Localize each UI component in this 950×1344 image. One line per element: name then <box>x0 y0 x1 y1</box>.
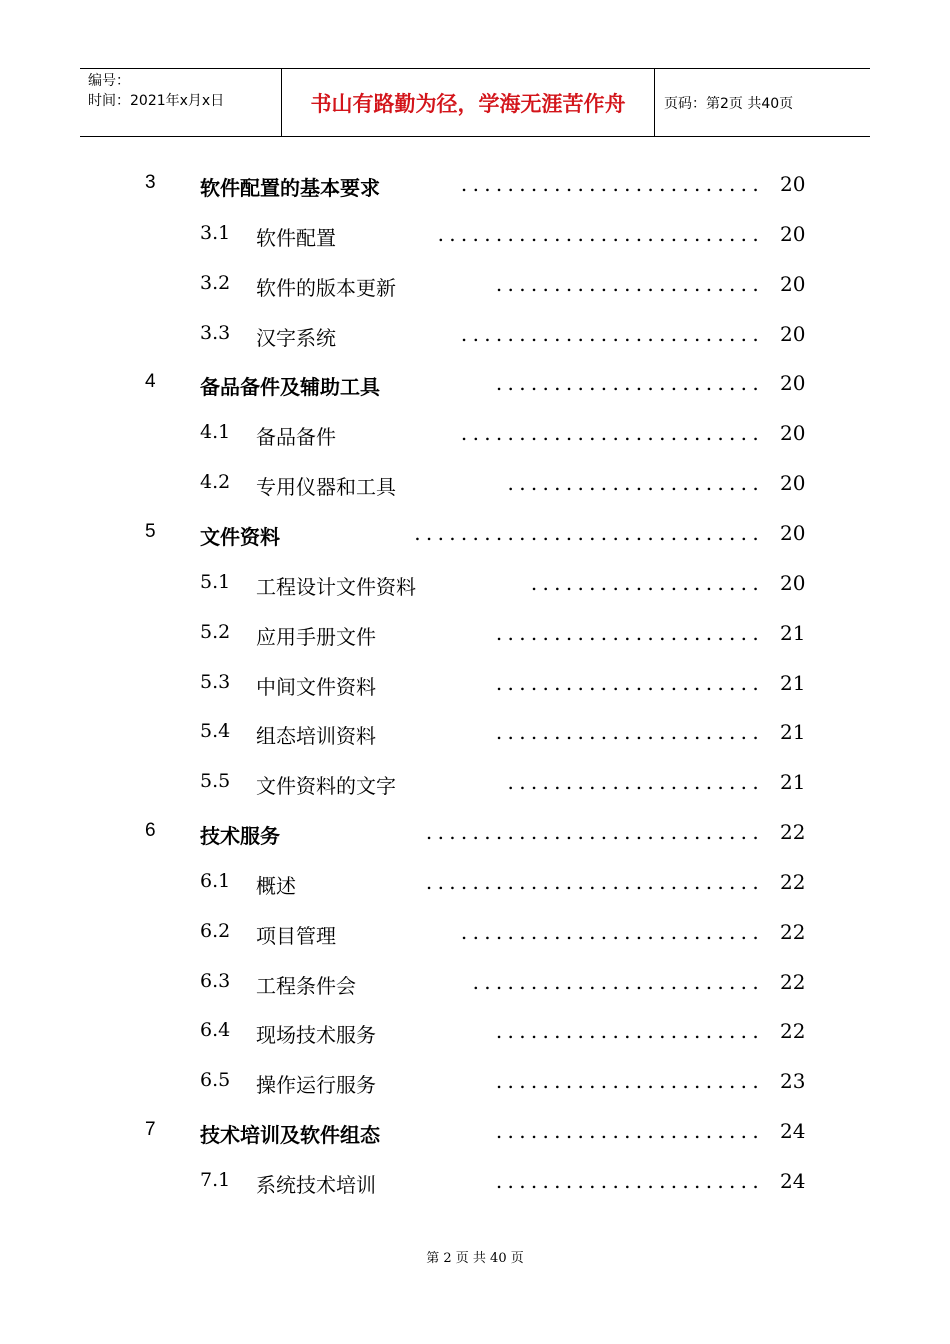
toc-entry-number: 6.5 <box>200 1069 231 1092</box>
page-header <box>80 68 870 137</box>
toc-entry-page: 20 <box>780 421 806 446</box>
toc-entry-number: 7.1 <box>200 1169 231 1191</box>
toc-leader-dots: .............................. <box>414 520 764 545</box>
toc-leader-dots: .......................... <box>460 321 764 346</box>
toc-leader-dots: ............................ <box>437 221 764 246</box>
toc-entry-title: 备品备件及辅助工具 <box>200 375 380 400</box>
toc-entry-number: 4.1 <box>200 421 231 444</box>
toc-entry-number: 6 <box>145 820 156 842</box>
toc-entry-number: 3.2 <box>200 271 231 294</box>
toc-entry-number: 5.5 <box>200 770 231 793</box>
toc-entry-title: 工程条件会 <box>256 973 356 998</box>
toc-entry-number: 5.1 <box>200 570 231 593</box>
toc-entry[interactable] <box>0 609 950 659</box>
toc-leader-dots: .................... <box>530 570 764 595</box>
toc-leader-dots: ......................... <box>472 969 764 994</box>
toc-entry-title: 现场技术服务 <box>256 1023 376 1048</box>
toc-leader-dots: ....................... <box>495 720 764 745</box>
toc-entry-page: 20 <box>780 221 806 246</box>
toc-entry-title: 汉字系统 <box>256 325 336 350</box>
toc-entry[interactable] <box>0 659 950 709</box>
toc-entry[interactable] <box>0 1007 950 1057</box>
page-footer: 第 2 页 共 40 页 <box>426 1251 524 1266</box>
toc-entry-title: 操作运行服务 <box>256 1073 376 1098</box>
toc-entry[interactable] <box>0 409 950 459</box>
toc-leader-dots: ............................. <box>425 820 764 845</box>
toc-entry-number: 5 <box>145 520 156 542</box>
toc-entry-title: 系统技术培训 <box>256 1173 376 1197</box>
toc-entry[interactable] <box>0 260 950 310</box>
toc-entry-page: 22 <box>780 820 806 845</box>
toc-entry[interactable] <box>0 708 950 758</box>
toc-entry[interactable] <box>0 310 950 360</box>
toc-entry[interactable] <box>0 1107 950 1157</box>
toc-entry-title: 软件配置 <box>256 225 336 250</box>
toc-entry-title: 文件资料 <box>200 524 280 549</box>
toc-entry-title: 技术培训及软件组态 <box>200 1123 380 1148</box>
toc-entry[interactable] <box>0 1057 950 1107</box>
toc-entry[interactable] <box>0 509 950 559</box>
toc-leader-dots: .......................... <box>460 172 764 196</box>
toc-leader-dots: ............................. <box>425 869 764 894</box>
toc-leader-dots: ...................... <box>507 471 764 496</box>
toc-leader-dots: ....................... <box>495 1169 764 1193</box>
toc-entry[interactable] <box>0 160 950 210</box>
toc-entry-title: 软件配置的基本要求 <box>200 176 380 200</box>
toc-leader-dots: ....................... <box>495 620 764 645</box>
toc-leader-dots: .......................... <box>460 919 764 944</box>
header-meta <box>88 71 283 111</box>
toc-entry-number: 5.2 <box>200 620 231 643</box>
toc-leader-dots: ....................... <box>495 371 764 396</box>
toc-entry-title: 文件资料的文字 <box>256 774 396 799</box>
toc-entry-title: 项目管理 <box>256 923 336 948</box>
toc-entry-number: 4 <box>145 371 156 393</box>
toc-entry-page: 21 <box>780 620 806 645</box>
toc-entry-page: 20 <box>780 321 806 346</box>
toc-entry-title: 应用手册文件 <box>256 624 376 649</box>
toc-leader-dots: ....................... <box>495 1119 764 1144</box>
toc-entry-number: 5.3 <box>200 670 231 693</box>
toc-entry[interactable] <box>0 559 950 609</box>
toc-entry-page: 23 <box>780 1069 806 1094</box>
toc-entry-number: 7 <box>145 1119 156 1141</box>
toc-entry-title: 中间文件资料 <box>256 674 376 699</box>
toc-entry-title: 软件的版本更新 <box>256 275 396 300</box>
header-page-label: 页码：第2页 共40页 <box>664 95 794 112</box>
toc-entry[interactable] <box>0 758 950 808</box>
toc-entry[interactable] <box>0 958 950 1008</box>
toc-entry-number: 6.4 <box>200 1019 231 1042</box>
toc-leader-dots: ...................... <box>507 770 764 795</box>
toc-entry-page: 22 <box>780 969 806 994</box>
toc-entry-number: 6.1 <box>200 869 231 892</box>
toc-entry-page: 20 <box>780 520 806 545</box>
toc-entry-title: 备品备件 <box>256 425 336 450</box>
toc-entry-page: 22 <box>780 1019 806 1044</box>
time-label: 时间：2021年x月x日 <box>88 93 225 109</box>
toc-entry[interactable] <box>0 908 950 958</box>
toc-entry-number: 3.3 <box>200 321 231 344</box>
toc-entry-number: 6.3 <box>200 969 231 992</box>
toc-leader-dots: ....................... <box>495 670 764 695</box>
toc-entry-page: 20 <box>780 371 806 396</box>
toc-entry-number: 5.4 <box>200 720 231 743</box>
toc-leader-dots: ....................... <box>495 271 764 296</box>
toc-entry-page: 20 <box>780 172 806 196</box>
header-motto: 书山有路勤为径，学海无涯苦作舟 <box>310 91 626 116</box>
toc-entry-title: 概述 <box>256 873 296 898</box>
toc-entry-page: 21 <box>780 770 806 795</box>
toc-entry[interactable] <box>0 808 950 858</box>
toc-entry-page: 21 <box>780 670 806 695</box>
toc-entry-page: 24 <box>780 1119 806 1144</box>
toc-entry-number: 4.2 <box>200 471 231 494</box>
toc-entry-page: 21 <box>780 720 806 745</box>
toc-entry[interactable] <box>0 359 950 409</box>
toc-entry-title: 专用仪器和工具 <box>256 475 396 500</box>
toc-entry-title: 组态培训资料 <box>256 724 376 749</box>
toc-entry-number: 6.2 <box>200 919 231 942</box>
toc-leader-dots: ....................... <box>495 1069 764 1094</box>
toc-entry-title: 技术服务 <box>200 824 280 849</box>
toc-entry[interactable] <box>0 1157 950 1207</box>
serial-label: 编号： <box>88 73 130 89</box>
toc-entry-page: 20 <box>780 570 806 595</box>
toc-leader-dots: ....................... <box>495 1019 764 1044</box>
toc-entry-page: 22 <box>780 869 806 894</box>
toc-entry[interactable] <box>0 858 950 908</box>
toc-entry-page: 24 <box>780 1169 806 1193</box>
toc-entry-page: 20 <box>780 471 806 496</box>
toc-entry-page: 20 <box>780 271 806 296</box>
toc-entry-number: 3 <box>145 172 156 193</box>
toc-entry[interactable] <box>0 210 950 260</box>
toc-entry[interactable] <box>0 459 950 509</box>
toc-entry-page: 22 <box>780 919 806 944</box>
header-divider <box>654 69 655 136</box>
toc-entry-title: 工程设计文件资料 <box>256 574 416 599</box>
toc-entry-number: 3.1 <box>200 221 231 244</box>
toc-leader-dots: .......................... <box>460 421 764 446</box>
